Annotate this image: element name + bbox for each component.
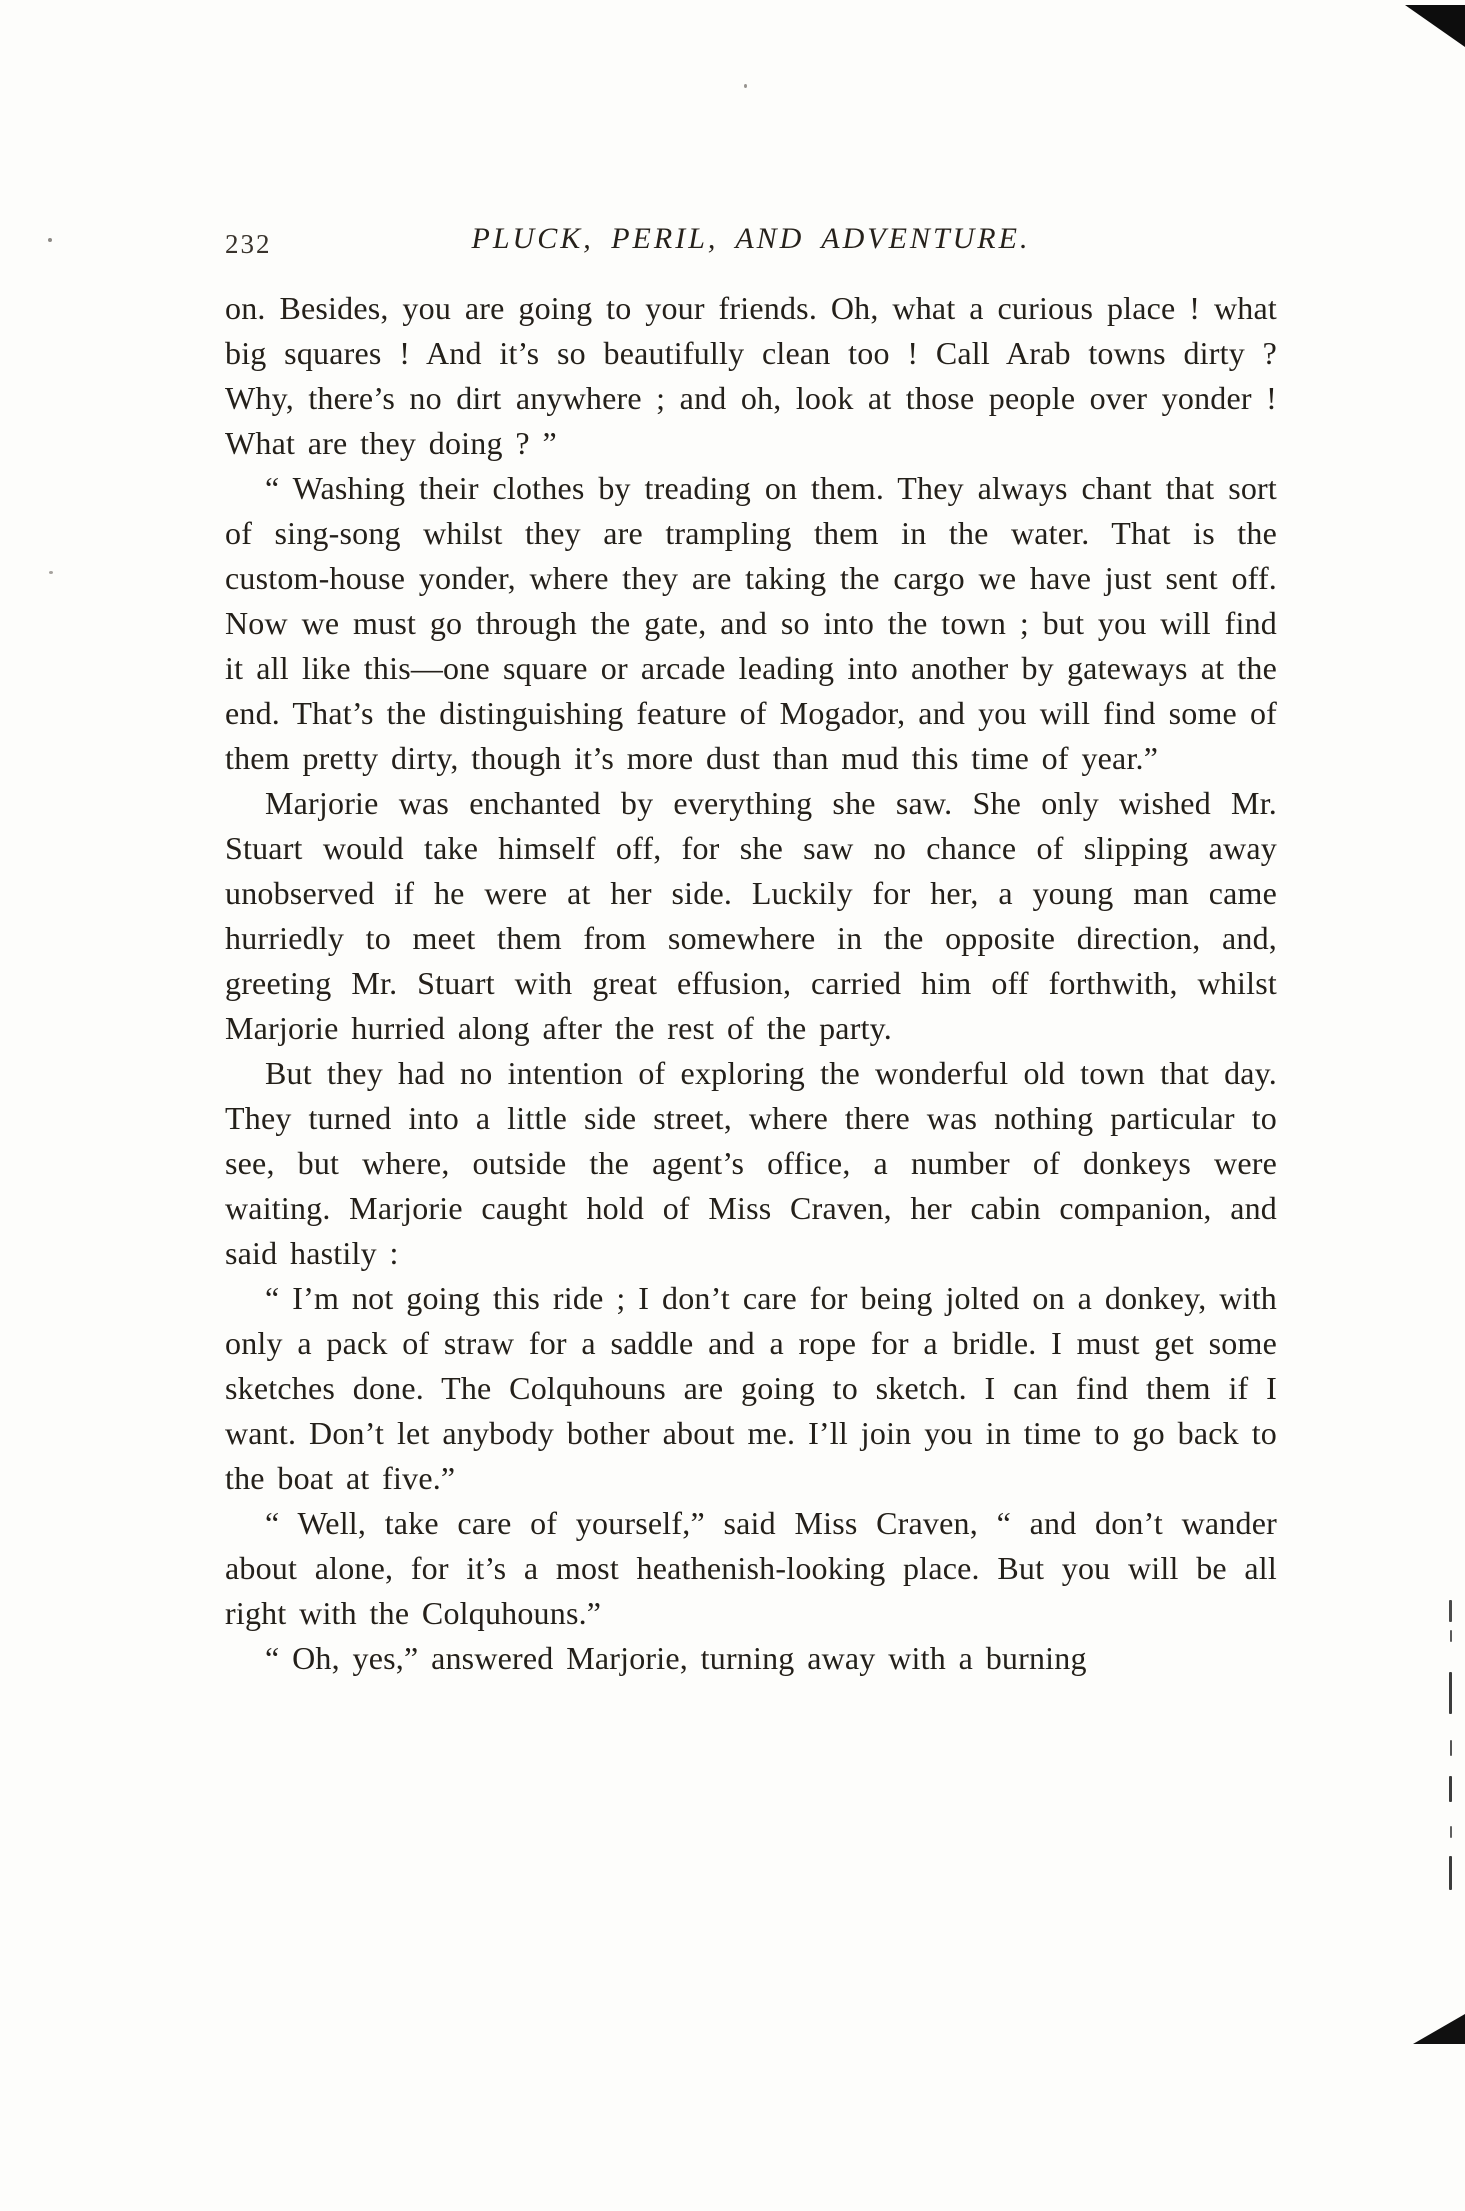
ink-speck	[744, 84, 747, 88]
paragraph-5: “ I’m not going this ride ; I don’t care for being jolted on a donkey, with only a pack of straw for a saddle and a rope for a bridle. I must get some sketches done. The Colquhouns are going to sketch. I can find them if I want. Don’t let anybody bother about me. I’ll join you in time to go back to the boat at five.”	[225, 1280, 1277, 1496]
scan-mark	[1449, 1856, 1452, 1890]
paragraph-2: “ Washing their clothes by treading on them. They always chant that sort of sing-song whilst they are trampling them in the water. That is the custom-house yonder, where they are taking the cargo we have just sent off. Now we must go through the gate, and so into the town ; but you will find it all like this—one square or arcade leading into another by gateways at the end. That’s the distinguishing feature of Mogador, and you will find some of them pretty dirty, though it’s more dust than mud this time of year.”	[225, 470, 1277, 776]
scan-mark	[1450, 1740, 1452, 1756]
scan-artifact-bottom-right	[1413, 2014, 1465, 2044]
scan-mark	[1450, 1826, 1452, 1838]
ink-speck	[48, 238, 52, 242]
scan-mark	[1449, 1600, 1452, 1622]
scan-mark	[1449, 1672, 1452, 1714]
scan-mark	[1450, 1630, 1452, 1642]
paragraph-3: Marjorie was enchanted by everything she saw. She only wished Mr. Stuart would take himself off, for she saw no chance of slipping away unobserved if he were at her side. Luckily for her, a young man came hurriedly to meet them from somewhere in the opposite direction, and, greeting Mr. Stuart with great effusion, carried him off forthwith, whilst Marjorie hurried along after the rest of the party.	[225, 785, 1277, 1046]
scan-artifact-top-right-corner	[1405, 5, 1465, 47]
scan-mark	[1449, 1776, 1452, 1802]
paragraph-7: “ Oh, yes,” answered Marjorie, turning away with a burning	[265, 1640, 1087, 1676]
running-title: PLUCK, PERIL, AND ADVENTURE.	[471, 222, 1031, 255]
right-margin-scan-marks	[1448, 1600, 1452, 1890]
body-text	[225, 286, 1277, 1681]
page-header	[225, 222, 1277, 266]
paragraph-6: “ Well, take care of yourself,” said Miss Craven, “ and don’t wander about alone, for it’s a most heathenish-looking place. But you will be all right with the Colquhouns.”	[225, 1505, 1277, 1631]
ink-speck	[49, 571, 53, 574]
paragraph-1: on. Besides, you are going to your friends. Oh, what a curious place ! what big squares ! And it’s so beautifully clean too ! Call Arab towns dirty ? Why, there’s no dirt anywhere ; and oh, look at those people over yonder ! What are they doing ? ”	[225, 290, 1277, 461]
page-number: 232	[225, 229, 272, 259]
paragraph-4: But they had no intention of exploring the wonderful old town that day. They turned into a little side street, where there was nothing particular to see, but where, outside the agent’s office, a number of donkeys were waiting. Marjorie caught hold of Miss Craven, her cabin companion, and said hastily :	[225, 1055, 1277, 1271]
